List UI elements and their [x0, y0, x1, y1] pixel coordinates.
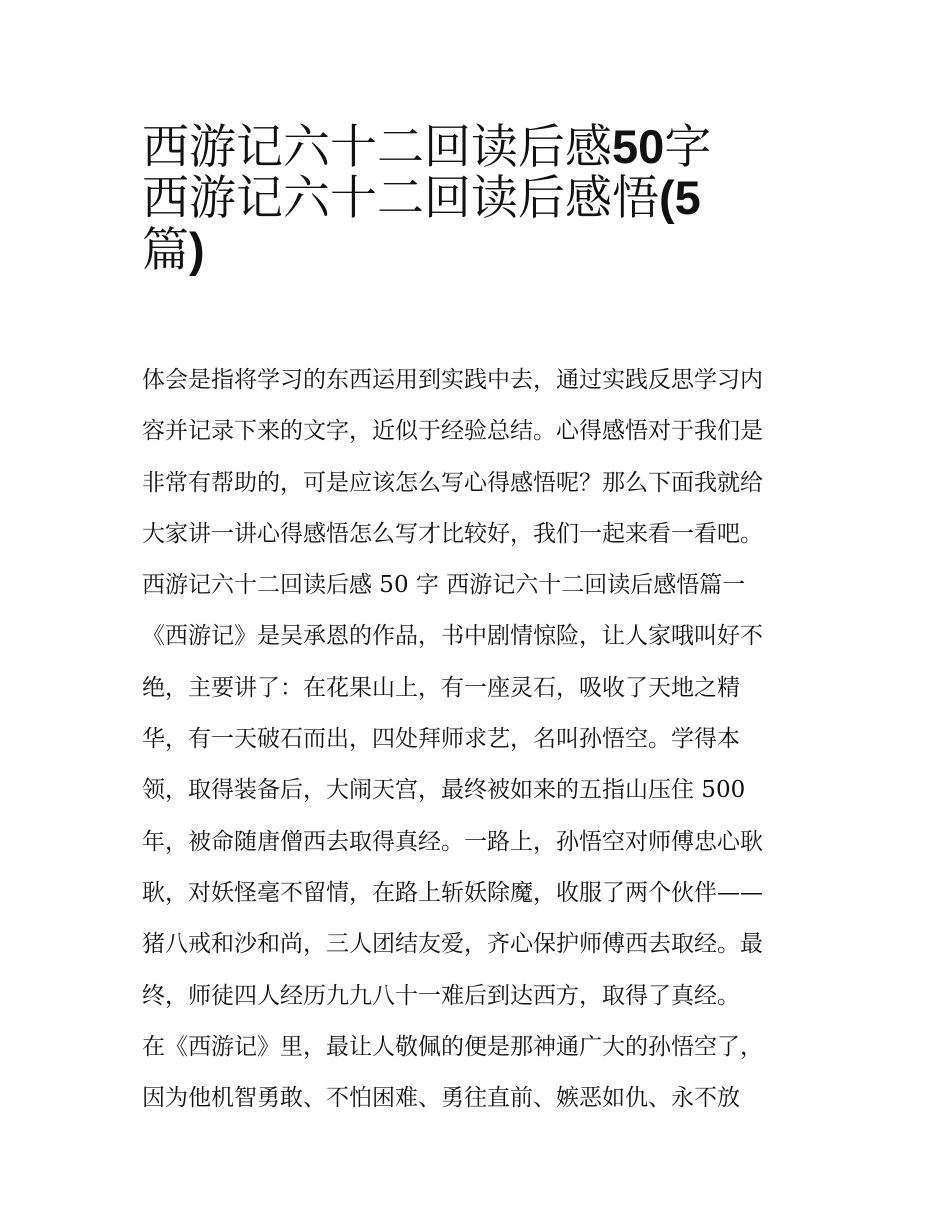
title-line-1-suffix: 字	[664, 120, 712, 175]
title-line-2	[142, 163, 822, 227]
body-line: 在《西游记》里，最让人敬佩的便是那神通广大的孙悟空了，	[142, 1033, 763, 1060]
body-line: 年，被命随唐僧西去取得真经。一路上，孙悟空对师傅忠心耿	[142, 828, 763, 855]
title-line-3-text: 篇	[142, 222, 189, 278]
title-line-2-text: 西游记六十二回读后感悟	[142, 171, 659, 227]
body-line: 体会是指将学习的东西运用到实践中去，通过实践反思学习内	[142, 367, 763, 393]
title-line-2-number: (5	[659, 171, 701, 225]
document-title	[142, 112, 822, 278]
body-line: 因为他机智勇敢、不怕困难、勇往直前、嫉恶如仇、永不放	[142, 1085, 740, 1112]
document-body	[142, 355, 822, 1124]
title-line-1-number: 50	[612, 120, 665, 173]
title-line-1-text: 西游记六十二回读后感	[142, 120, 612, 175]
body-line: 猪八戒和沙和尚，三人团结友爱，齐心保护师傅西去取经。最	[142, 931, 763, 958]
body-line: 耿，对妖怪毫不留情，在路上斩妖除魔，收服了两个伙伴——	[142, 879, 763, 906]
body-line: 非常有帮助的，可是应该怎么写心得感悟呢？那么下面我就给	[142, 469, 763, 496]
body-line: 容并记录下来的文字，近似于经验总结。心得感悟对于我们是	[142, 418, 763, 445]
body-line: 绝，主要讲了：在花果山上，有一座灵石，吸收了天地之精	[142, 674, 740, 701]
body-line: 终，师徒四人经历九九八十一难后到达西方，取得了真经。	[142, 982, 740, 1009]
body-line: 领，取得装备后，大闹天宫，最终被如来的五指山压住 500	[142, 777, 746, 804]
body-line: 华，有一天破石而出，四处拜师求艺，名叫孙悟空。学得本	[142, 726, 740, 753]
body-line: 《西游记》是吴承恩的作品，书中剧情惊险，让人家哦叫好不	[142, 623, 763, 650]
body-line: 大家讲一讲心得感悟怎么写才比较好，我们一起来看一看吧。	[142, 520, 763, 547]
section-heading-line: 西游记六十二回读后感 50 字 西游记六十二回读后感悟篇一	[142, 572, 746, 599]
title-line-1	[142, 112, 822, 175]
title-line-3-paren: )	[189, 222, 205, 276]
